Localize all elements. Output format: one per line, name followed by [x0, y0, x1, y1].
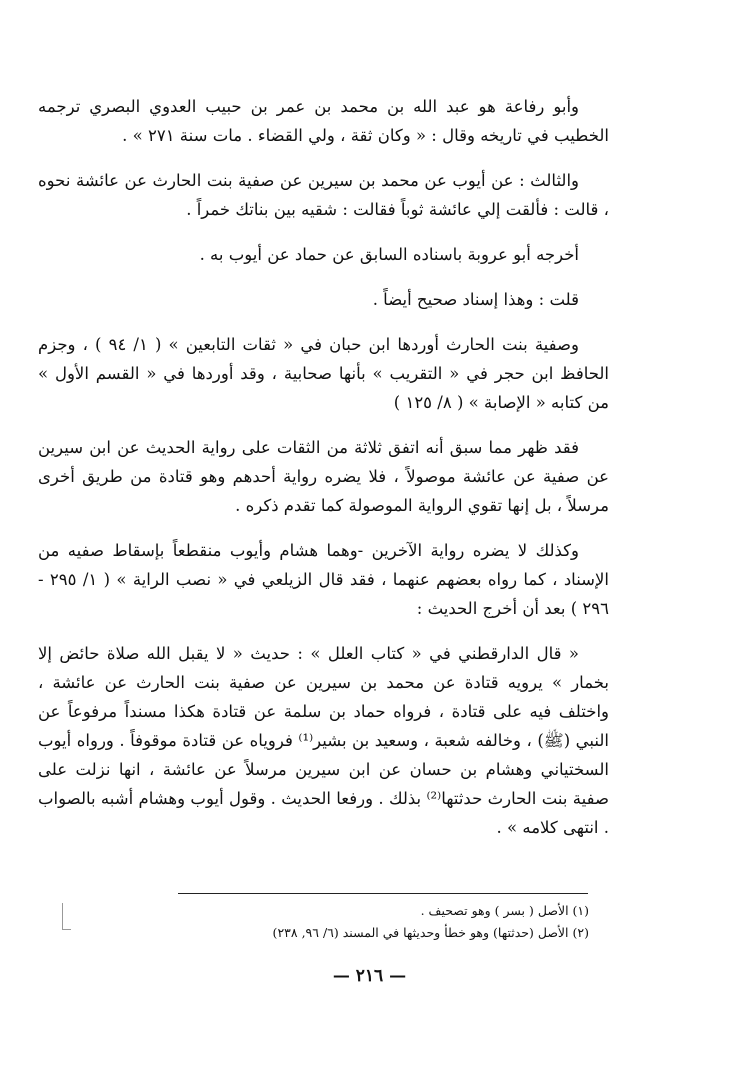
paragraph-sahih-isnad: قلت : وهذا إسناد صحيح أيضاً .	[372, 290, 579, 309]
paragraph-conclusion: فقد ظهر مما سبق أنه اتفق ثلاثة من الثقات على رواية الحديث عن ابن سيرين عن صفية عن عائشة موصولاً ، فلا يضره رواية أحدهم وهو قتادة من طريق أخرى مرسلاً ، بل إنها تقوي الرواية الموصولة كما تقدم ذكره .	[38, 438, 609, 515]
paragraph-zaylai: وكذلك لا يضره رواية الآخرين -وهما هشام وأيوب منقطعاً بإسقاط صفيه من الإسناد ، كما رواه بعضهم عنهما ، فقد قال الزيلعي في « نصب الراية » ( ١/ ٢٩٥ - ٢٩٦ ) بعد أن أخرج الحديث :	[38, 541, 609, 618]
page-number: — ٢١٦ —	[332, 966, 407, 986]
footnote-2: (٢) الأصل (حدثتها) وهو خطأ وحديثها في المسند (٦/ ٩٦, ٢٣٨)	[272, 925, 589, 940]
footnote-1: (١) الأصل ( بسر ) وهو تصحيف .	[420, 903, 589, 918]
paragraph-safiyya: وصفية بنت الحارث أوردها ابن حبان في « ثقات التابعين » ( ١/ ٩٤ ) ، وجزم الحافظ ابن حجر في « التقريب » بأنها صحابية ، وقد أوردها في « القسم الأول » من كتابه « الإصابة » ( ٨/ ١٢٥ )	[38, 335, 609, 412]
main-text	[38, 92, 609, 858]
paragraph-daraqutni-quote: « قال الدارقطني في « كتاب العلل » : حديث « لا يقبل الله صلاة حائض إلا بخمار » يرويه قتادة عن محمد بن سيرين عن صفية بنت الحارث عن عائشة ، واختلف فيه على قتادة ، فرواه حماد بن سلمة عن قتادة هكذا مسنداً مرفوعاً عن النبي (ﷺ) ، وخالفه شعبة ، وسعيد بن بشير⁽¹⁾ فروياه عن قتادة موقوفاً . ورواه أيوب السختياني وهشام بن حسان عن ابن سيرين مرسلاً عن عائشة ، انها نزلت على صفية بنت الحارث حدثتها⁽²⁾ بذلك . ورفعا الحديث . وقول أيوب وهشام أشبه بالصواب . انتهى كلامه » .	[38, 644, 609, 837]
margin-pencil-mark	[62, 903, 71, 930]
footnote-divider	[178, 893, 588, 894]
paragraph-abu-rifaa: وأبو رفاعة هو عبد الله بن محمد بن عمر بن حبيب العدوي البصري ترجمه الخطيب في تاريخه وقال : « وكان ثقة ، ولي القضاء . مات سنة ٢٧١ » .	[38, 97, 609, 145]
paragraph-abu-aruba: أخرجه أبو عروبة باسناده السابق عن حماد عن أيوب به .	[199, 245, 579, 264]
footnotes	[130, 900, 589, 944]
paragraph-third-narration: والثالث : عن أيوب عن محمد بن سيرين عن صفية بنت الحارث عن عائشة نحوه ، قالت : فألقت إلي عائشة ثوباً فقالت : شقيه بين بناتك خمراً .	[38, 171, 609, 219]
